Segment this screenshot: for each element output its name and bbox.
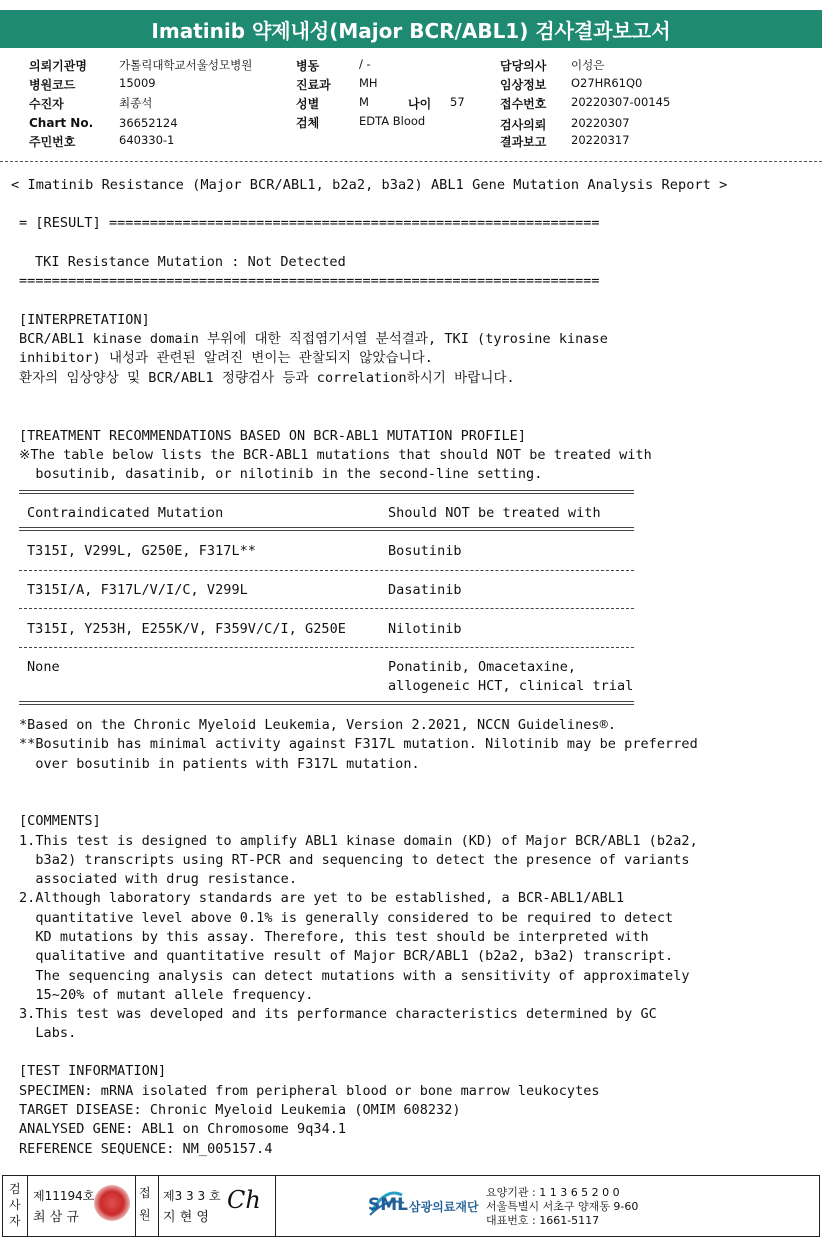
- comment-line: 15~20% of mutant allele frequency.: [19, 987, 314, 1003]
- comment-line: qualitative and quantitative result of Major BCR/ABL1 (b2a2, b3a2) transcript.: [19, 948, 674, 964]
- patient-value: 최종석: [119, 96, 153, 110]
- comment-line: b3a2) transcripts using RT-PCR and sequencing to detect the presence of variants: [19, 852, 690, 868]
- comments-heading: [COMMENTS]: [19, 813, 101, 829]
- specimen-label: 검체: [296, 116, 320, 130]
- table-cell-drug: Nilotinib: [388, 621, 462, 637]
- interpretation-line: BCR/ABL1 kinase domain 부위에 대한 직접염기서열 분석결과, TKI (tyrosine kinase: [19, 331, 608, 347]
- footnote: over bosutinib in patients with F317L mutation.: [19, 756, 420, 772]
- ward-value: / -: [359, 57, 371, 71]
- comment-line: KD mutations by this assay. Therefore, this test should be interpreted with: [19, 929, 649, 945]
- table-cell-drug: Ponatinib, Omacetaxine,: [388, 659, 577, 675]
- org-name: 삼광의료재단: [409, 1200, 479, 1214]
- clinical-info-label: 임상정보: [500, 78, 547, 92]
- specimen-value: EDTA Blood: [359, 114, 426, 128]
- tester-label-char: 사: [9, 1198, 21, 1212]
- hospital-code-label: 병원코드: [29, 78, 76, 92]
- tester-label-char: 검: [9, 1182, 21, 1196]
- age-value: 57: [450, 95, 465, 109]
- table-cell-mutation: T315I, V299L, G250E, F317L**: [27, 543, 256, 559]
- report-date-label: 결과보고: [500, 135, 547, 149]
- table-bottom-border: [19, 701, 634, 705]
- table-cell-drug: Bosutinib: [388, 543, 462, 559]
- interpretation-line: inhibitor) 내성과 관련된 알려진 변이는 관찰되지 않았습니다.: [19, 350, 433, 366]
- comment-line: The sequencing analysis can detect mutations with a sensitivity of approximately: [19, 968, 690, 984]
- approver-signature: Ch: [227, 1186, 261, 1214]
- doctor-value: 이성은: [571, 58, 605, 72]
- treatment-heading: [TREATMENT RECOMMENDATIONS BASED ON BCR-ABL1 MUTATION PROFILE]: [19, 428, 527, 444]
- tester-seal: [94, 1185, 130, 1221]
- result-divider: = [RESULT] ============================================================: [19, 215, 600, 231]
- test-info-line: REFERENCE SEQUENCE: NM_005157.4: [19, 1141, 273, 1157]
- test-info-line: SPECIMEN: mRNA isolated from peripheral blood or bone marrow leukocytes: [19, 1083, 600, 1099]
- header-separator: [0, 161, 822, 162]
- test-info-line: TARGET DISEASE: Chronic Myeloid Leukemia (OMIM 608232): [19, 1102, 461, 1118]
- request-date-value: 20220307: [571, 116, 630, 130]
- table-cell-drug: Dasatinib: [388, 582, 462, 598]
- approver-label-char: 접: [139, 1186, 151, 1200]
- tester-name: 최 삼 규: [33, 1210, 79, 1225]
- table-row-divider: [19, 647, 634, 648]
- table-cell-mutation: T315I, Y253H, E255K/V, F359V/C/I, G250E: [27, 621, 346, 637]
- hospital-code-value: 15009: [119, 76, 156, 90]
- comment-line: Labs.: [19, 1025, 77, 1041]
- interpretation-heading: [INTERPRETATION]: [19, 312, 150, 328]
- table-top-border: [19, 490, 634, 494]
- report-date-value: 20220317: [571, 133, 630, 147]
- test-info-heading: [TEST INFORMATION]: [19, 1063, 167, 1079]
- comment-line: associated with drug resistance.: [19, 871, 298, 887]
- tester-label-char: 자: [9, 1214, 21, 1228]
- comment-line: 3.This test was developed and its performance characteristics determined by GC: [19, 1006, 657, 1022]
- tester-license-no: 제11194호: [33, 1189, 95, 1203]
- ward-label: 병동: [296, 59, 320, 73]
- age-label: 나이: [408, 97, 432, 111]
- test-info-line: ANALYSED GENE: ABL1 on Chromosome 9q34.1: [19, 1121, 347, 1137]
- report-heading: < Imatinib Resistance (Major BCR/ABL1, b2a2, b3a2) ABL1 Gene Mutation Analysis Report >: [11, 177, 728, 193]
- hospital-label: 의뢰기관명: [29, 59, 87, 73]
- table-row-divider: [19, 570, 634, 571]
- receipt-no-value: 20220307-00145: [571, 95, 671, 109]
- request-date-label: 검사의뢰: [500, 118, 547, 132]
- interpretation-line: 환자의 임상양상 및 BCR/ABL1 정량검사 등과 correlation하시기 바랍니다.: [19, 370, 515, 386]
- org-phone: 대표번호 : 1661-5117: [486, 1214, 600, 1227]
- patient-label: 수진자: [29, 97, 64, 111]
- result-end-divider: =======================================================================: [19, 273, 600, 289]
- approver-name: 지 현 영: [163, 1210, 209, 1225]
- table-header-drug: Should NOT be treated with: [388, 505, 601, 521]
- approver-license-no: 제3 3 3 호: [163, 1189, 221, 1203]
- receipt-no-label: 접수번호: [500, 97, 547, 111]
- comment-line: 1.This test is designed to amplify ABL1 kinase domain (KD) of Major BCR/ABL1 (b2a2,: [19, 833, 698, 849]
- table-header-border: [19, 527, 634, 531]
- report-title: Imatinib 약제내성(Major BCR/ABL1) 검사결과보고서: [0, 10, 822, 48]
- chart-no-value: 36652124: [119, 116, 178, 130]
- treatment-note: bosutinib, dasatinib, or nilotinib in the second-line setting.: [19, 466, 543, 482]
- approver-label-char: 원: [139, 1208, 151, 1222]
- comment-line: quantitative level above 0.1% is generally considered to be required to detect: [19, 910, 674, 926]
- footnote: *Based on the Chronic Myeloid Leukemia, Version 2.2021, NCCN Guidelines®.: [19, 717, 616, 733]
- org-code: 요양기관 : 1 1 3 6 5 2 0 0: [486, 1186, 620, 1199]
- table-header-mutation: Contraindicated Mutation: [27, 505, 224, 521]
- department-value: MH: [359, 76, 378, 90]
- table-cell-drug-continued: allogeneic HCT, clinical trial: [388, 678, 634, 694]
- table-row-divider: [19, 608, 634, 609]
- sex-label: 성별: [296, 97, 320, 111]
- result-text: TKI Resistance Mutation : Not Detected: [35, 254, 346, 270]
- sex-value: M: [359, 95, 369, 109]
- table-cell-mutation: None: [27, 659, 60, 675]
- comment-line: 2.Although laboratory standards are yet to be established, a BCR-ABL1/ABL1: [19, 890, 625, 906]
- footnote: **Bosutinib has minimal activity against F317L mutation. Nilotinib may be preferred: [19, 736, 698, 752]
- org-address: 서울특별시 서초구 양재동 9-60: [486, 1200, 639, 1213]
- clinical-info-value: O27HR61Q0: [571, 76, 643, 90]
- treatment-note: ※The table below lists the BCR-ABL1 mutations that should NOT be treated with: [19, 447, 652, 463]
- resident-no-value: 640330-1: [119, 133, 175, 147]
- chart-no-label: Chart No.: [29, 116, 94, 130]
- department-label: 진료과: [296, 78, 331, 92]
- doctor-label: 담당의사: [500, 59, 547, 73]
- table-cell-mutation: T315I/A, F317L/V/I/C, V299L: [27, 582, 248, 598]
- resident-no-label: 주민번호: [29, 135, 76, 149]
- org-abbr: SML: [368, 1195, 408, 1215]
- hospital-value: 가톨릭대학교서울성모병원: [119, 58, 253, 72]
